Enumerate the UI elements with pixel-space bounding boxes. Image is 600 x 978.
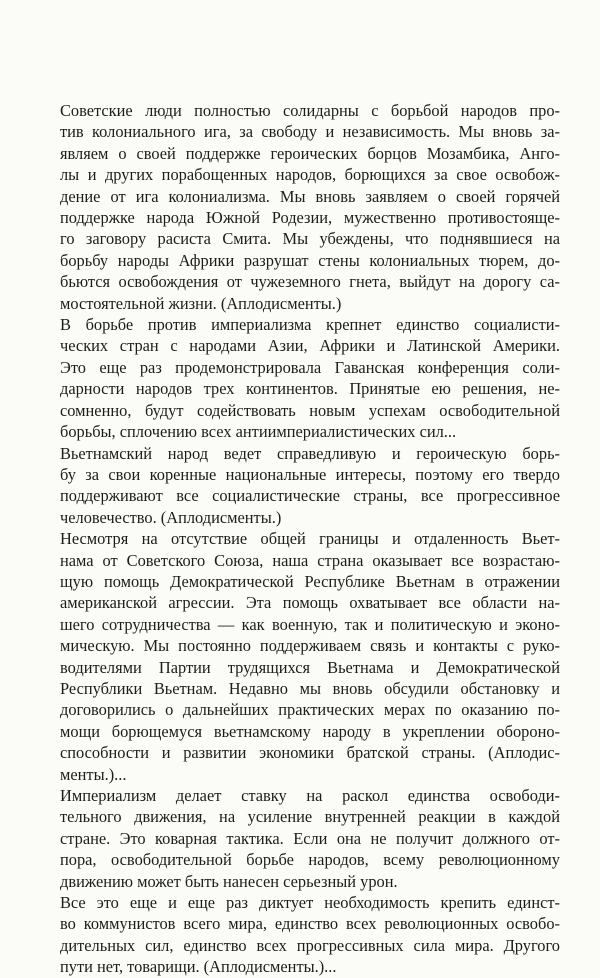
text-line: Республики Вьетнам. Недавно мы вновь обсудили обстановку и: [60, 678, 560, 698]
text-line: борьбы, сплочению всех антиимпериалистических сил...: [60, 422, 457, 442]
paragraph-5: [60, 785, 560, 892]
paragraph-2: [60, 314, 560, 442]
text-line: пути нет, товарищи. (Аплодисменты.)...: [60, 957, 337, 977]
text-line: менты.)...: [60, 764, 127, 784]
text-line: Империализм делает ставку на раскол единства освободи-: [60, 786, 560, 805]
text-line: сомненно, будут содействовать новым успехам освободительной: [60, 400, 560, 420]
text-line: являем о своей поддержке героических борцов Мозамбика, Анго-: [60, 143, 560, 163]
text-line: во коммунистов всего мира, единство всех революционных освобо-: [60, 914, 560, 934]
text-line: дение от ига колониализма. Мы вновь заявляем о своей горячей: [60, 186, 560, 206]
text-line: лы и других порабощенных народов, борющихся за свое освобож-: [60, 165, 560, 185]
text-line: водителями Партии трудящихся Вьетнама и Демократической: [60, 657, 560, 677]
text-block: [60, 100, 560, 978]
text-line: Советские люди полностью солидарны с борьбой народов про-: [60, 101, 560, 120]
text-line: нама от Советского Союза, наша страна оказывает все возрастаю-: [60, 550, 560, 570]
text-line: дарности народов трех континентов. Принятые ею решения, не-: [60, 379, 560, 399]
text-line: бьются освобождения от чужеземного гнета, выйдут на дорогу са-: [60, 272, 560, 292]
text-line: Несмотря на отсутствие общей границы и отдаленность Вьет-: [60, 529, 560, 549]
text-line: борьбу народы Африки разрушат стены колониальных тюрем, до-: [60, 250, 560, 270]
paragraph-4: [60, 528, 560, 785]
text-line: движению может быть нанесен серьезный урон.: [60, 871, 398, 891]
text-line: Вьетнамский народ ведет справедливую и героическую борь-: [60, 443, 560, 463]
text-line: пора, освободительной борьбе народов, всему революционному: [60, 850, 560, 870]
paragraph-1: [60, 100, 560, 314]
text-line: мическую. Мы постоянно поддерживаем связь и контакты с руко-: [60, 636, 560, 656]
text-line: договорились о дальнейших практических мерах по оказанию по-: [60, 700, 560, 720]
text-line: стране. Это коварная тактика. Если она не получит должного от-: [60, 828, 560, 848]
text-line: тельного движения, на усиление внутренней реакции в каждой: [60, 807, 560, 827]
text-line: В борьбе против империализма крепнет единство социалисти-: [60, 315, 560, 335]
text-line: способности и развитии экономики братской страны. (Аплодис-: [60, 743, 560, 763]
text-line: ческих стран с народами Азии, Африки и Латинской Америки.: [60, 336, 560, 356]
text-line: шего сотрудничества — как военную, так и политическую и эконо-: [60, 614, 560, 634]
text-line: тив колониального ига, за свободу и независимость. Мы вновь за-: [60, 122, 560, 142]
paragraph-6: [60, 892, 560, 978]
text-line: американской агрессии. Эта помощь охватывает все области на-: [60, 593, 560, 613]
paragraph-3: [60, 443, 560, 529]
text-line: поддержке народа Южной Родезии, мужественно противостояще-: [60, 208, 560, 228]
text-line: человечество. (Аплодисменты.): [60, 507, 282, 527]
text-line: поддерживают все социалистические страны, все прогрессивное: [60, 486, 560, 506]
text-line: дительных сил, единство всех прогрессивных сила мира. Другого: [60, 935, 560, 955]
text-line: мощи борющемуся вьетнамскому народу в укреплении обороно-: [60, 721, 560, 741]
text-line: щую помощь Демократической Республике Вьетнам в отражении: [60, 571, 560, 591]
text-line: Это еще раз продемонстрировала Гаванская конференция соли-: [60, 357, 560, 377]
text-line: бу за свои коренные национальные интересы, поэтому его твердо: [60, 464, 560, 484]
text-line: Все это еще и еще раз диктует необходимость крепить единст-: [60, 893, 560, 913]
text-line: го заговору расиста Смита. Мы убеждены, что поднявшиеся на: [60, 229, 560, 249]
text-line: мостоятельной жизни. (Аплодисменты.): [60, 293, 342, 313]
